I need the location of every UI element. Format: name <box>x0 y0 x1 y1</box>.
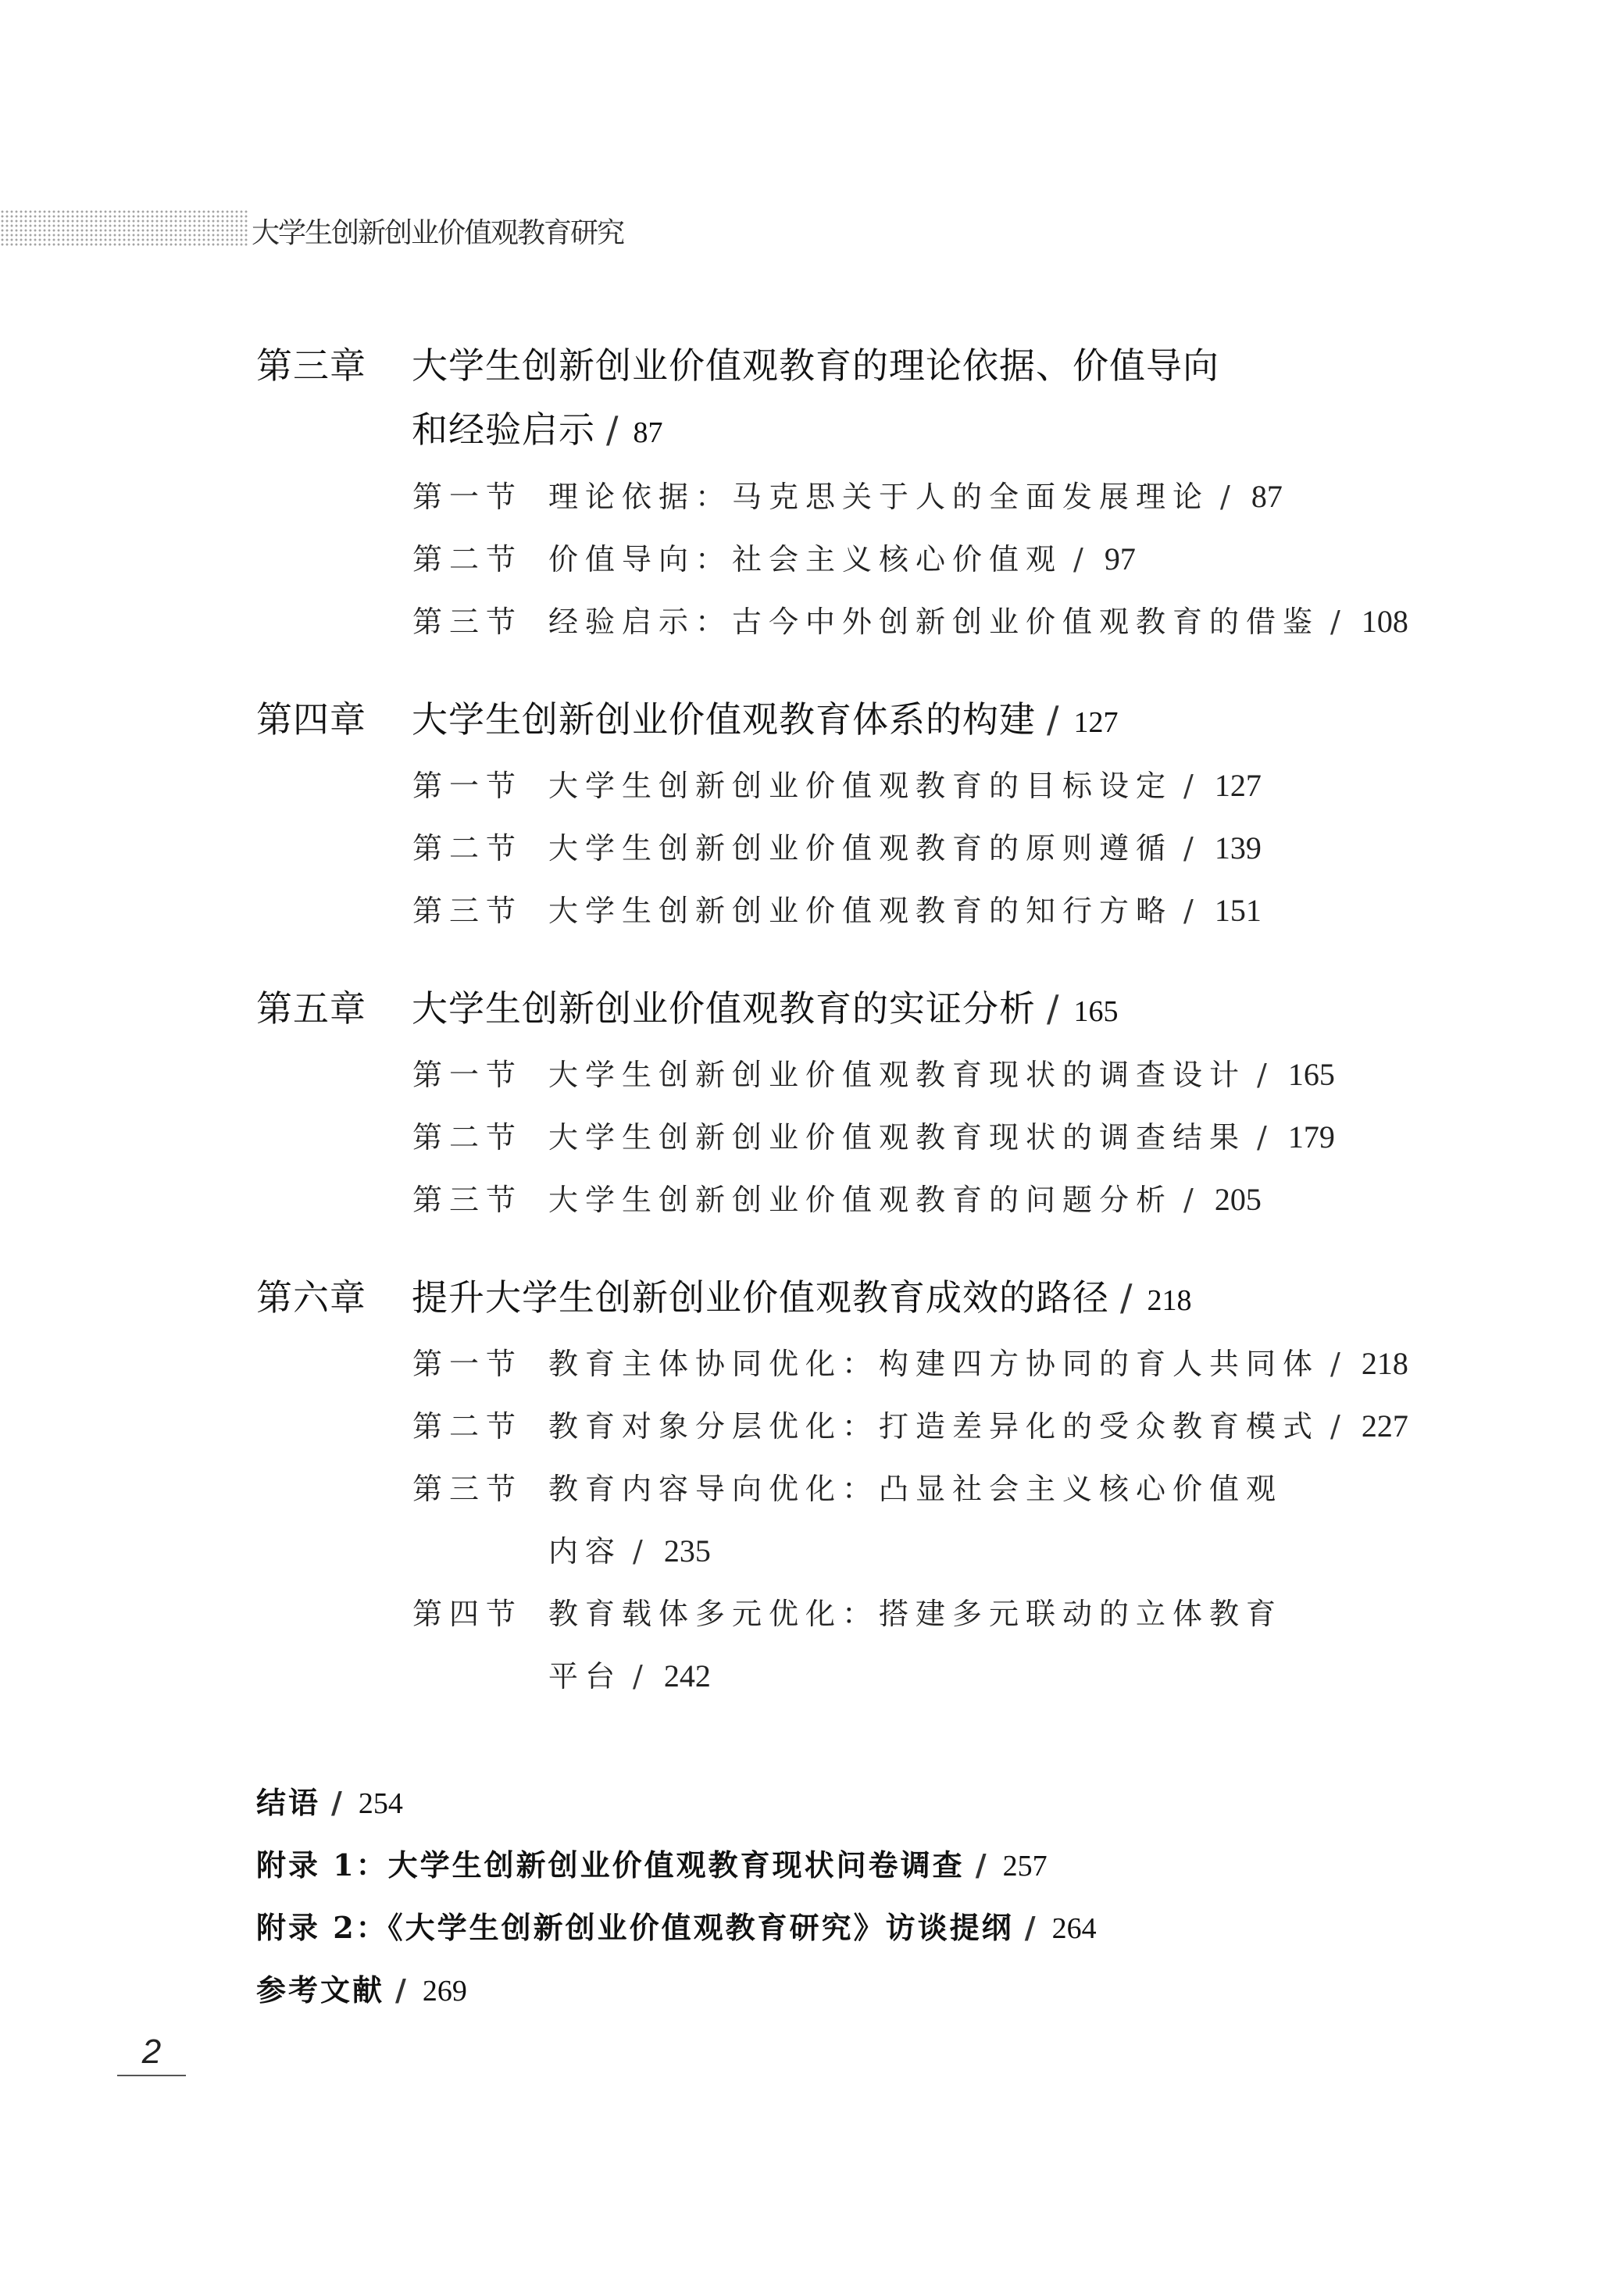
section-title: 大学生创新创业价值观教育的问题分析 <box>548 1183 1173 1217</box>
separator: / <box>1183 831 1201 866</box>
section-title: 教育对象分层优化：打造差异化的受众教育模式 <box>548 1409 1320 1444</box>
section-title-wrap <box>548 1176 1262 1219</box>
page-number: 151 <box>1214 893 1262 928</box>
chapter-label: 第五章 <box>256 987 366 1030</box>
separator: / <box>1183 1183 1201 1217</box>
chapter-title: 提升大学生创新创业价值观教育成效的路径 <box>412 1276 1109 1319</box>
toc-back-matter-entry[interactable] <box>256 1966 467 2009</box>
page-number: 218 <box>1361 1346 1408 1381</box>
page-number: 87 <box>1251 479 1283 514</box>
page-number: 269 <box>422 1975 467 2008</box>
page-number: 218 <box>1147 1284 1192 1317</box>
section-label: 第三节 <box>412 1183 523 1217</box>
separator: / <box>1183 769 1201 803</box>
chapter-title-cont <box>412 402 663 453</box>
page-number: 205 <box>1214 1182 1262 1217</box>
page-number: 264 <box>1051 1912 1097 1945</box>
entry-title: 附录 2：《大学生创新创业价值观教育研究》访谈提纲 <box>256 1910 1014 1945</box>
section-title-line2: 平台 <box>548 1659 623 1694</box>
section-label: 第一节 <box>412 1058 523 1092</box>
section-title-wrap <box>548 1113 1335 1156</box>
section-title-wrap <box>548 1652 711 1695</box>
page-number: 108 <box>1361 604 1408 639</box>
section-title: 大学生创新创业价值观教育现状的调查设计 <box>548 1058 1247 1092</box>
separator: / <box>1183 894 1201 928</box>
separator: / <box>1330 1347 1347 1381</box>
section-title-wrap <box>548 1340 1408 1383</box>
separator: / <box>1120 1276 1133 1319</box>
section-title-wrap <box>548 1527 711 1570</box>
section-title-wrap <box>548 598 1408 641</box>
separator: / <box>1330 1409 1347 1444</box>
section-title-wrap <box>548 1402 1408 1445</box>
section-title: 教育主体协同优化：构建四方协同的育人共同体 <box>548 1347 1320 1381</box>
section-title-wrap <box>548 824 1262 867</box>
page-number: 257 <box>1002 1850 1048 1883</box>
page-number: 139 <box>1214 830 1262 866</box>
section-label: 第三节 <box>412 894 523 928</box>
section-title: 教育载体多元优化：搭建多元联动的立体教育 <box>548 1597 1283 1631</box>
folio-page-number: 2 <box>117 2033 186 2076</box>
separator: / <box>1047 698 1060 741</box>
section-label: 第二节 <box>412 1409 523 1444</box>
chapter-title: 大学生创新创业价值观教育的理论依据、价值导向 <box>412 344 1219 387</box>
separator: / <box>1073 542 1090 576</box>
chapter-title: 大学生创新创业价值观教育体系的构建 <box>412 698 1036 741</box>
entry-title: 结语 <box>256 1785 321 1820</box>
separator: / <box>1257 1058 1274 1092</box>
chapter-title-line2: 和经验启示 <box>412 409 595 451</box>
section-title: 价值导向：社会主义核心价值观 <box>548 542 1063 576</box>
separator: / <box>1257 1120 1274 1155</box>
separator: / <box>395 1972 409 2008</box>
section-label: 第三节 <box>412 605 523 639</box>
section-title: 大学生创新创业价值观教育的原则遵循 <box>548 831 1173 866</box>
page-number: 254 <box>358 1787 403 1820</box>
section-title-wrap <box>548 762 1262 805</box>
separator: / <box>633 1534 650 1569</box>
page-number: 242 <box>663 1658 711 1694</box>
chapter-title: 大学生创新创业价值观教育的实证分析 <box>412 987 1036 1030</box>
page-number: 87 <box>633 416 663 449</box>
separator: / <box>633 1659 650 1694</box>
section-label: 第三节 <box>412 1472 523 1506</box>
chapter-title-wrap <box>412 980 1119 1032</box>
section-label: 第一节 <box>412 1347 523 1381</box>
section-title-line2: 内容 <box>548 1534 623 1569</box>
chapter-label: 第六章 <box>256 1276 366 1319</box>
section-title: 理论依据：马克思关于人的全面发展理论 <box>548 480 1210 514</box>
section-label: 第二节 <box>412 831 523 866</box>
page-number: 165 <box>1287 1057 1335 1092</box>
section-label: 第一节 <box>412 769 523 803</box>
section-label: 第一节 <box>412 480 523 514</box>
section-title-wrap <box>548 473 1283 516</box>
page-number: 97 <box>1104 541 1136 576</box>
chapter-title-wrap <box>412 691 1119 743</box>
entry-title: 附录 1：大学生创新创业价值观教育现状问卷调查 <box>256 1847 965 1883</box>
section-title-wrap <box>548 535 1136 578</box>
page-number: 165 <box>1073 995 1119 1028</box>
separator: / <box>975 1847 989 1883</box>
separator: / <box>1330 605 1347 639</box>
toc-back-matter-entry[interactable] <box>256 1904 1097 1947</box>
separator: / <box>331 1785 344 1820</box>
running-header: 大学生创新创业价值观教育研究 <box>252 217 624 249</box>
chapter-label: 第四章 <box>256 698 366 741</box>
page-number: 127 <box>1073 706 1119 739</box>
page-number: 179 <box>1287 1119 1335 1155</box>
section-label: 第四节 <box>412 1597 523 1631</box>
separator: / <box>1220 480 1237 514</box>
toc-back-matter-entry[interactable] <box>256 1841 1048 1884</box>
separator: / <box>1024 1910 1038 1945</box>
toc-back-matter-entry[interactable] <box>256 1779 403 1822</box>
page-number: 227 <box>1361 1408 1408 1444</box>
section-title-wrap <box>548 1051 1335 1094</box>
page-number: 127 <box>1214 768 1262 803</box>
separator: / <box>606 409 619 451</box>
separator: / <box>1047 987 1060 1030</box>
page-number: 235 <box>663 1533 711 1569</box>
section-label: 第二节 <box>412 542 523 576</box>
section-title: 教育内容导向优化：凸显社会主义核心价值观 <box>548 1472 1283 1506</box>
section-title-wrap <box>548 887 1262 930</box>
section-label: 第二节 <box>412 1120 523 1155</box>
section-title: 大学生创新创业价值观教育现状的调查结果 <box>548 1120 1247 1155</box>
section-title: 大学生创新创业价值观教育的知行方略 <box>548 894 1173 928</box>
chapter-label: 第三章 <box>256 344 366 387</box>
chapter-title-wrap <box>412 1269 1192 1321</box>
entry-title: 参考文献 <box>256 1972 385 2008</box>
section-title: 经验启示：古今中外创新创业价值观教育的借鉴 <box>548 605 1320 639</box>
section-title: 大学生创新创业价值观教育的目标设定 <box>548 769 1173 803</box>
